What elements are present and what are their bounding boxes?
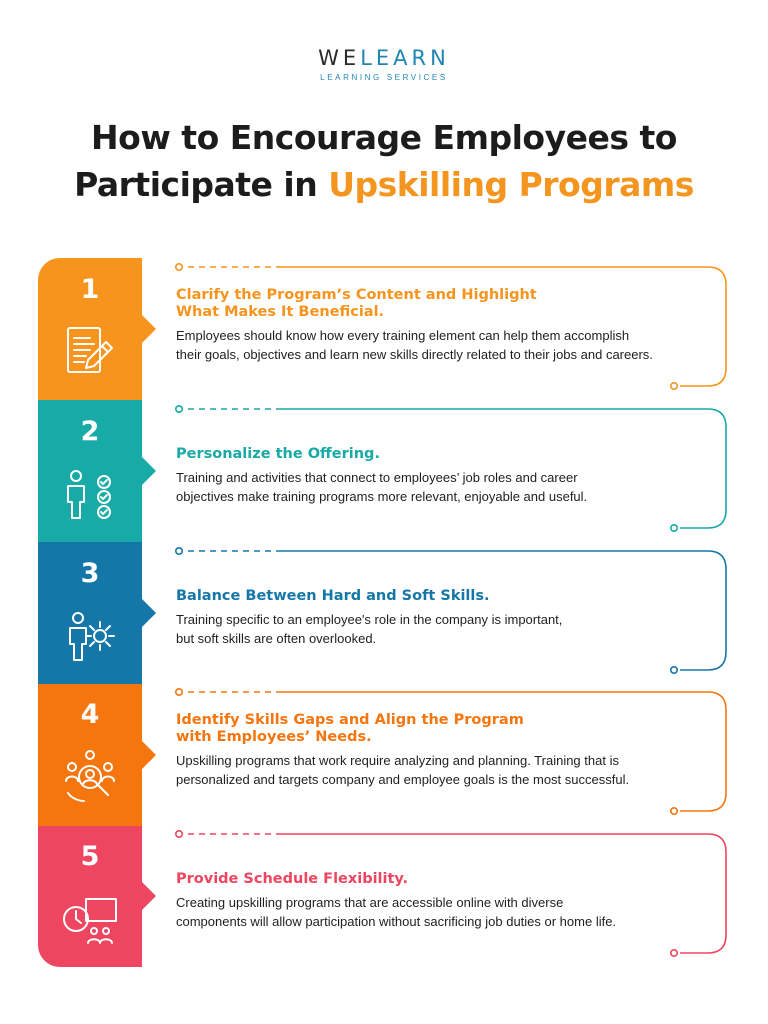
step-pointer <box>142 599 156 627</box>
step-band <box>38 400 142 542</box>
clock-presentation-icon <box>60 889 120 949</box>
step-number: 2 <box>80 415 100 447</box>
title-line-1: How to Encourage Employees to <box>91 118 677 157</box>
logo-we: WE <box>318 46 361 70</box>
step-number: 4 <box>80 699 100 731</box>
step-number: 3 <box>80 557 100 589</box>
step-content <box>176 871 716 931</box>
step-pointer <box>142 315 156 343</box>
step-description: Upskilling programs that work require analyzing and planning. Training that is personalized and targets company and employee goals is the most successful. <box>176 753 630 788</box>
step-pointer <box>142 741 156 769</box>
step-description: Training and activities that connect to employees’ job roles and career objectives make training programs more relevant, enjoyable and useful. <box>176 469 588 504</box>
step-band <box>38 542 142 684</box>
step-number: 1 <box>80 274 100 305</box>
step-number: 5 <box>80 841 100 873</box>
step-band <box>38 825 142 967</box>
team-search-icon <box>60 747 120 807</box>
step-title: Provide Schedule Flexibility. <box>176 871 409 888</box>
step-content <box>176 588 716 648</box>
logo-tagline: LEARNING SERVICES <box>320 73 448 82</box>
step-pointer <box>142 882 156 910</box>
step-description: Employees should know how every training element can help them accomplish their goals, objectives and learn new skills directly related to their jobs and careers. <box>176 328 653 362</box>
title-line-2-plain: Participate in <box>74 165 329 204</box>
step-band <box>38 683 142 825</box>
step-title: Clarify the Program’s Content and Highlight What Makes It Beneficial. <box>176 287 537 320</box>
person-gear-icon <box>60 606 120 666</box>
step-pointer <box>142 457 156 485</box>
step-title: Balance Between Hard and Soft Skills. <box>176 587 490 604</box>
step-content <box>176 712 716 789</box>
step-description: Training specific to an employee's role in the company is important, but soft skills are often overlooked. <box>176 611 563 646</box>
document-pen-icon <box>60 322 120 382</box>
logo-learn: LEARN <box>360 46 450 70</box>
step-content <box>176 287 716 364</box>
step-description: Creating upskilling programs that are accessible online with diverse components will allow participation without sacrificing job duties or home life. <box>176 895 617 930</box>
person-checklist-icon <box>60 464 120 524</box>
step-band <box>38 258 142 400</box>
step-content <box>176 446 716 506</box>
step-title: Personalize the Offering. <box>176 445 380 462</box>
title-highlight: Upskilling Programs <box>328 165 694 204</box>
step-title: Identify Skills Gaps and Align the Program with Employees’ Needs. <box>176 712 524 746</box>
